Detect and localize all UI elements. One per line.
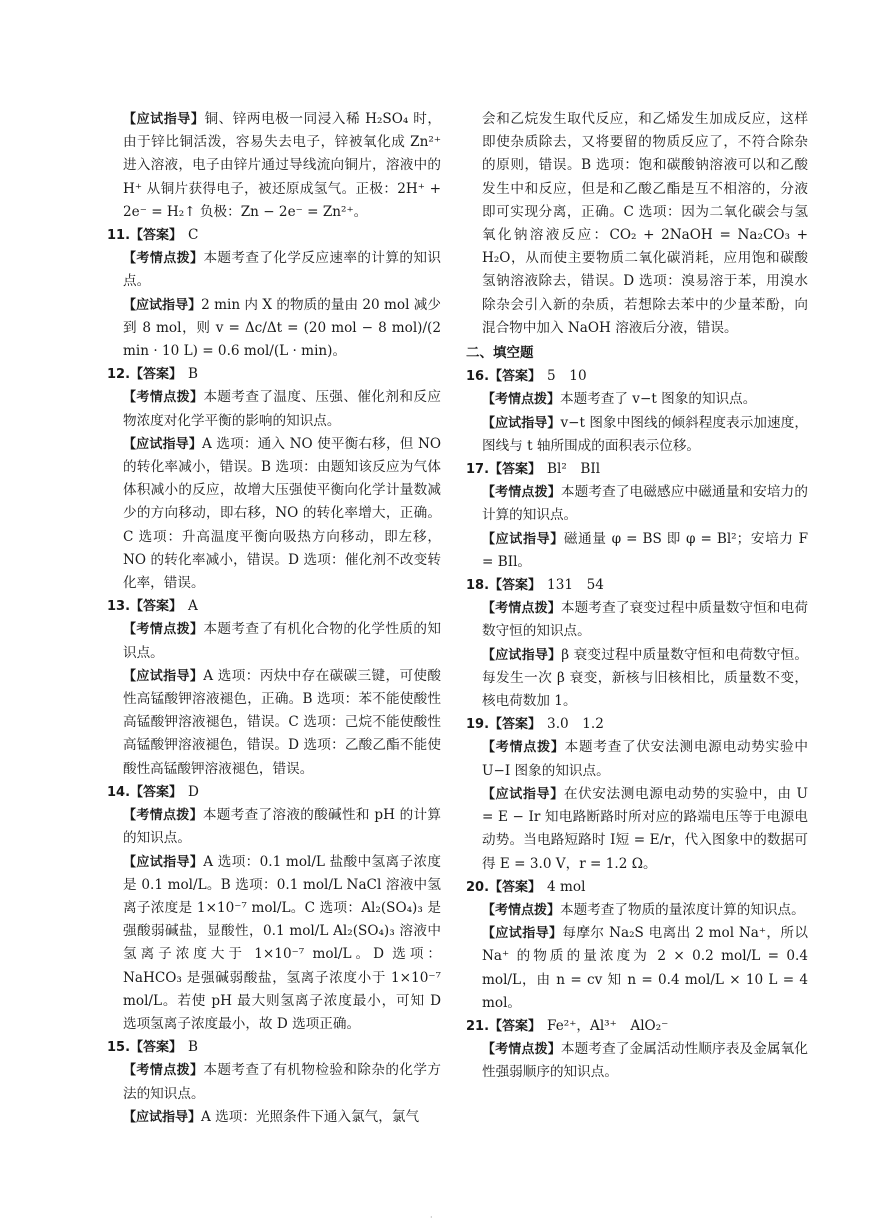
section-label: 【考情点拨】 — [123, 808, 203, 824]
question-number: 13. — [107, 599, 131, 615]
question-number: 16. — [466, 369, 490, 385]
body-text: β 衰变过程中质量数守恒和电荷数守恒。每发生一次 β 衰变，新核与旧核相比，质量数不变，核电荷数加 1。 — [482, 646, 808, 710]
body-text: 会和乙烷发生取代反应，和乙烯发生加成反应，这样即使杂质除去，又将要留的物质反应了，不符合除杂的原则，错误。B 选项：饱和碳酸钠溶液可以和乙酸发生中和反应，但是和乙酸乙酯是互不相溶的，分液即可实现分离，正确。C 选项：因为二氧化碳会与氢氧化钠溶液反应：CO₂ + 2NaOH = Na₂CO₃ + H₂O，从而使主要物质二氧化碳消耗，应用饱和碳酸氢钠溶液除去，错误。D 选项：溴易溶于苯，用溴水除杂会引入新的杂质，若想除去苯中的少量苯酚，向混合物中加入 NaOH 溶液后分液，错误。 — [482, 111, 808, 336]
answer-line — [107, 595, 441, 618]
body-text: 本题考查了物质的量浓度计算的知识点。 — [560, 901, 805, 918]
section-label: 【应试指导】 — [482, 926, 563, 942]
body-text: v−t 图象中图线的倾斜程度表示加速度，图线与 t 轴所围成的面积表示位移。 — [482, 414, 808, 454]
answer-line — [466, 876, 808, 899]
section-label: 【应试指导】 — [123, 1109, 202, 1125]
section-label: 【考情点拨】 — [482, 392, 561, 408]
section-label: 【答案】 — [489, 1018, 542, 1034]
body-text: 本题考查了温度、压强、催化剂和反应物浓度对化学平衡的影响的知识点。 — [123, 389, 441, 429]
section-title: 二、填空题 — [466, 345, 534, 362]
section-label: 【应试指导】 — [123, 668, 204, 684]
exam-guide — [119, 665, 441, 781]
answer-value: Fe²⁺，Al³⁺ AlO₂⁻ — [547, 1017, 669, 1034]
body-text: 本题考查了溶液的酸碱性和 pH 的计算的知识点。 — [123, 807, 441, 847]
analysis-point — [478, 597, 808, 643]
body-text: A 选项：丙炔中存在碳碳三键，可使酸性高锰酸钾溶液褪色，正确。B 选项：苯不能使酸性高锰酸钾溶液褪色，错误。C 选项：己烷不能使酸性高锰酸钾溶液褪色，错误。D 选项：乙酸乙酯不能使酸性高锰酸钾溶液褪色，错误。 — [123, 667, 441, 777]
answer-value: B — [188, 1039, 199, 1056]
section-label: 【答案】 — [130, 599, 183, 615]
answer-line — [466, 458, 808, 481]
analysis-point — [119, 247, 441, 293]
body-text: 本题考查了衰变过程中质量数守恒和电荷数守恒的知识点。 — [482, 600, 808, 640]
answer-value: A — [188, 598, 198, 615]
section-label: 【应试指导】 — [482, 647, 562, 663]
exam-guide — [478, 922, 808, 1015]
section-label: 【答案】 — [130, 228, 183, 244]
section-label: 【考情点拨】 — [482, 1042, 561, 1058]
answer-line — [466, 713, 808, 736]
section-label: 【答案】 — [130, 367, 183, 383]
answer-value: 5 10 — [547, 368, 587, 385]
answer-line — [107, 781, 441, 804]
exam-guide — [119, 294, 441, 364]
exam-guide — [478, 412, 808, 458]
body-text: 磁通量 φ = BS 即 φ = Bl²；安培力 F = BIl。 — [482, 530, 808, 570]
analysis-point — [119, 618, 441, 664]
analysis-point — [478, 1038, 808, 1084]
analysis-point — [478, 481, 808, 527]
body-text: A 选项：光照条件下通入氯气，氯气 — [201, 1108, 420, 1125]
answer-line — [107, 224, 441, 247]
answer-value: D — [188, 783, 199, 800]
section-label: 【答案】 — [489, 879, 542, 895]
analysis-point — [478, 736, 808, 782]
section-label: 【答案】 — [130, 784, 183, 800]
left-column — [107, 108, 441, 1129]
section-label: 【答案】 — [130, 1040, 183, 1056]
page-footer-mark: · — [430, 1213, 433, 1222]
question-number: 21. — [466, 1018, 490, 1034]
section-label: 【考情点拨】 — [123, 390, 204, 406]
exam-guide — [119, 851, 441, 1037]
section-label: 【考情点拨】 — [123, 251, 204, 267]
section-label: 【考情点拨】 — [482, 601, 561, 617]
exam-guide — [478, 644, 808, 714]
section-label: 【答案】 — [489, 717, 542, 733]
exam-guide — [119, 433, 441, 595]
answer-value: B — [188, 366, 199, 383]
body-text: 本题考查了化学反应速率的计算的知识点。 — [123, 250, 441, 290]
section-label: 【应试指导】 — [123, 112, 205, 127]
question-number: 18. — [466, 578, 490, 594]
answer-value: 4 mol — [547, 878, 586, 895]
body-text: 本题考查了有机物检验和除杂的化学方法的知识点。 — [123, 1062, 441, 1102]
analysis-point — [478, 899, 808, 922]
right-column — [466, 108, 808, 1085]
answer-line — [466, 574, 808, 597]
section-label: 【应试指导】 — [123, 436, 203, 452]
exam-guide — [478, 783, 808, 876]
answer-line — [107, 1036, 441, 1059]
answer-line — [466, 365, 808, 388]
body-text: 每摩尔 Na₂S 电离出 2 mol Na⁺，所以 Na⁺ 的物质的量浓度为 2 × 0.2 mol/L = 0.4 mol/L，由 n = cv 知 n = 0.4 mol/L × 10 L = 4 mol。 — [482, 925, 808, 1011]
answer-line — [107, 363, 441, 386]
question-number: 14. — [107, 784, 131, 800]
question-number: 11. — [107, 228, 131, 244]
question-number: 19. — [466, 717, 490, 733]
question-number: 17. — [466, 462, 490, 478]
answer-value: 131 54 — [547, 577, 604, 594]
analysis-point — [119, 1059, 441, 1105]
body-text: A 选项：0.1 mol/L 盐酸中氢离子浓度是 0.1 mol/L。B 选项：0.1 mol/L NaCl 溶液中氢离子浓度是 1×10⁻⁷ mol/L。C 选项：Al₂(SO₄)₃ 是强酸弱碱盐，显酸性，0.1 mol/L Al₂(SO₄)₃ 溶液中氢离子浓度大于 1×10⁻⁷ mol/L。D 选项：NaHCO₃ 是强碱弱酸盐，氢离子浓度小于 1×10⁻⁷ mol/L。若使 pH 最大则氢离子浓度最小，可知 D 选项氢离子浓度最小，故 D 选项正确。 — [123, 853, 441, 1032]
body-text: 本题考查了 v−t 图象的知识点。 — [560, 391, 757, 408]
analysis-point — [478, 388, 808, 411]
section-label: 【应试指导】 — [123, 854, 204, 870]
answer-value: C — [188, 227, 199, 244]
section-label: 【应试指导】 — [123, 297, 202, 313]
body-text: 本题考查了伏安法测电源电动势实验中 U−I 图象的知识点。 — [482, 739, 808, 779]
body-text: 铜、锌两电极一同浸入稀 H₂SO₄ 时，由于锌比铜活泼，容易失去电子，锌被氧化成 Zn²⁺ 进入溶液，电子由锌片通过导线流向铜片，溶液中的 H⁺ 从铜片获得电子，被还原成氢气。正极：2H⁺ + 2e⁻ = H₂↑ 负极：Zn − 2e⁻ = Zn²⁺。 — [123, 111, 441, 220]
body-text: 2 min 内 X 的物质的量由 20 mol 减少到 8 mol，则 v = Δc/Δt = (20 mol − 8 mol)/(2 min · 10 L) = 0.6 mol/(L · min)。 — [123, 296, 441, 360]
question-number: 12. — [107, 367, 131, 383]
question-number: 15. — [107, 1040, 131, 1056]
section-label: 【应试指导】 — [482, 531, 564, 547]
section-label: 【考情点拨】 — [482, 902, 561, 918]
answer-value: 3.0 1.2 — [547, 716, 604, 733]
analysis-point — [119, 386, 441, 432]
exam-guide — [119, 108, 441, 224]
section-label: 【应试指导】 — [482, 786, 564, 802]
section-label: 【考情点拨】 — [123, 1063, 204, 1079]
continued-text — [478, 108, 808, 340]
answer-line — [466, 1015, 808, 1038]
body-text: 本题考查了有机化合物的化学性质的知识点。 — [123, 621, 441, 661]
section-label: 【考情点拨】 — [482, 740, 565, 756]
analysis-point — [119, 804, 441, 850]
body-text: 本题考查了金属活动性顺序表及金属氧化性强弱顺序的知识点。 — [482, 1041, 808, 1081]
section-label: 【应试指导】 — [482, 415, 561, 431]
exam-guide — [119, 1106, 441, 1129]
section-label: 【答案】 — [489, 462, 542, 478]
section-label: 【答案】 — [489, 369, 542, 385]
body-text: A 选项：通入 NO 使平衡右移，但 NO 的转化率减小，错误。B 选项：由题知该反应为气体体积减小的反应，故增大压强使平衡向化学计量数减少的方向移动，即右移，NO 的转化率增大，正确。C 选项：升高温度平衡向吸热方向移动，即左移，NO 的转化率减小，错误。D 选项：催化剂不改变转化率，错误。 — [123, 435, 441, 592]
section-label: 【考情点拨】 — [123, 622, 204, 638]
answer-value: Bl² BIl — [547, 461, 601, 478]
body-text: 本题考查了电磁感应中磁通量和安培力的计算的知识点。 — [482, 484, 808, 524]
body-text: 在伏安法测电源电动势的实验中，由 U = E − Ir 知电路断路时所对应的路端电压等于电源电动势。当电路短路时 I短 = E/r，代入图象中的数据可得 E = 3.0 V，r = 1.2 Ω。 — [482, 785, 808, 872]
section-label: 【答案】 — [489, 578, 542, 594]
question-number: 20. — [466, 879, 490, 895]
exam-guide — [478, 528, 808, 574]
section-label: 【考情点拨】 — [482, 485, 561, 501]
